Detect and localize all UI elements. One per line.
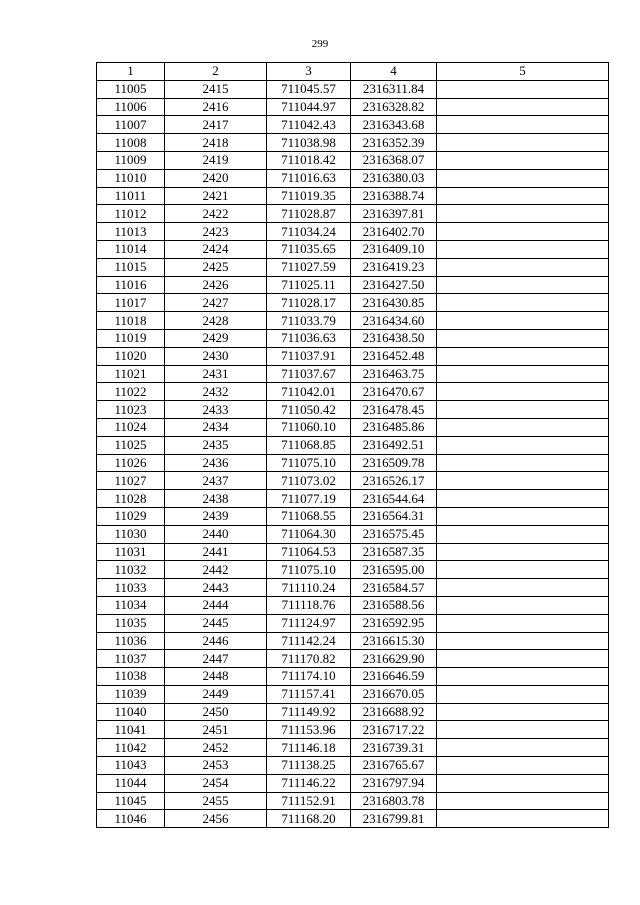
table-cell: 2454 xyxy=(165,774,267,792)
table-cell: 2419 xyxy=(165,151,267,169)
table-cell: 711035.65 xyxy=(267,240,351,258)
table-cell xyxy=(437,472,609,490)
table-cell: 2316452.48 xyxy=(351,347,437,365)
table-cell: 11025 xyxy=(97,436,165,454)
table-row xyxy=(97,258,609,276)
table-row xyxy=(97,418,609,436)
table-cell: 11022 xyxy=(97,383,165,401)
table-cell: 711038.98 xyxy=(267,134,351,152)
table-cell: 2316402.70 xyxy=(351,223,437,241)
table-cell: 2431 xyxy=(165,365,267,383)
table-row xyxy=(97,151,609,169)
table-cell: 11035 xyxy=(97,614,165,632)
table-cell: 2443 xyxy=(165,579,267,597)
table-row xyxy=(97,205,609,223)
table-row xyxy=(97,685,609,703)
table-cell: 11031 xyxy=(97,543,165,561)
table-cell: 2316629.90 xyxy=(351,650,437,668)
table-cell: 2421 xyxy=(165,187,267,205)
table-cell: 2448 xyxy=(165,668,267,686)
table-cell xyxy=(437,134,609,152)
table-row xyxy=(97,561,609,579)
table-cell: 2432 xyxy=(165,383,267,401)
table-cell: 711027.59 xyxy=(267,258,351,276)
table-cell: 11023 xyxy=(97,401,165,419)
table-row xyxy=(97,169,609,187)
table-cell xyxy=(437,632,609,650)
table-cell: 2417 xyxy=(165,116,267,134)
table-cell: 11036 xyxy=(97,632,165,650)
table-cell: 711019.35 xyxy=(267,187,351,205)
table-row xyxy=(97,329,609,347)
table-cell: 11039 xyxy=(97,685,165,703)
column-header: 2 xyxy=(165,63,267,81)
table-cell: 2435 xyxy=(165,436,267,454)
table-cell: 711028.17 xyxy=(267,294,351,312)
table-cell: 11015 xyxy=(97,258,165,276)
table-cell xyxy=(437,401,609,419)
table-cell: 2316492.51 xyxy=(351,436,437,454)
table-cell xyxy=(437,703,609,721)
table-row xyxy=(97,507,609,525)
column-header: 4 xyxy=(351,63,437,81)
table-row xyxy=(97,294,609,312)
table-cell: 2316587.35 xyxy=(351,543,437,561)
table-row xyxy=(97,383,609,401)
table-cell xyxy=(437,116,609,134)
table-cell: 2418 xyxy=(165,134,267,152)
table-cell: 2316615.30 xyxy=(351,632,437,650)
table-cell: 2451 xyxy=(165,721,267,739)
table-row xyxy=(97,116,609,134)
table-row xyxy=(97,668,609,686)
table-cell: 711060.10 xyxy=(267,418,351,436)
table-cell: 711037.91 xyxy=(267,347,351,365)
table-row xyxy=(97,276,609,294)
table-row xyxy=(97,543,609,561)
table-cell: 2316739.31 xyxy=(351,739,437,757)
table-cell: 2428 xyxy=(165,312,267,330)
table-cell xyxy=(437,561,609,579)
table-cell: 11044 xyxy=(97,774,165,792)
table-row xyxy=(97,401,609,419)
table-cell: 2416 xyxy=(165,98,267,116)
table-cell xyxy=(437,365,609,383)
table-row xyxy=(97,650,609,668)
table-cell: 2430 xyxy=(165,347,267,365)
table-cell xyxy=(437,205,609,223)
table-cell: 11034 xyxy=(97,596,165,614)
table-row xyxy=(97,472,609,490)
table-cell: 2316509.78 xyxy=(351,454,437,472)
table-cell xyxy=(437,543,609,561)
table-cell xyxy=(437,294,609,312)
table-cell: 2442 xyxy=(165,561,267,579)
table-cell: 2439 xyxy=(165,507,267,525)
table-cell: 2316592.95 xyxy=(351,614,437,632)
table-cell: 711118.76 xyxy=(267,596,351,614)
table-cell: 2415 xyxy=(165,80,267,98)
table-cell: 2447 xyxy=(165,650,267,668)
table-cell: 2316328.82 xyxy=(351,98,437,116)
table-row xyxy=(97,579,609,597)
table-cell: 2316352.39 xyxy=(351,134,437,152)
table-cell: 2316584.57 xyxy=(351,579,437,597)
table-cell: 11010 xyxy=(97,169,165,187)
table-cell: 711146.22 xyxy=(267,774,351,792)
table-row xyxy=(97,312,609,330)
table-cell: 711075.10 xyxy=(267,561,351,579)
column-header: 5 xyxy=(437,63,609,81)
table-cell xyxy=(437,668,609,686)
table-cell: 11046 xyxy=(97,810,165,828)
table-cell: 2423 xyxy=(165,223,267,241)
table-cell xyxy=(437,774,609,792)
table-cell: 2438 xyxy=(165,490,267,508)
table-cell: 11041 xyxy=(97,721,165,739)
table-cell: 2316419.23 xyxy=(351,258,437,276)
table-cell: 711037.67 xyxy=(267,365,351,383)
table-cell: 11037 xyxy=(97,650,165,668)
table-header-row xyxy=(97,63,609,81)
table-row xyxy=(97,454,609,472)
table-row xyxy=(97,703,609,721)
table-cell: 11042 xyxy=(97,739,165,757)
table-cell: 11027 xyxy=(97,472,165,490)
table-cell: 711050.42 xyxy=(267,401,351,419)
table-cell: 2316765.67 xyxy=(351,757,437,775)
table-cell: 2316427.50 xyxy=(351,276,437,294)
table-cell: 2316478.45 xyxy=(351,401,437,419)
table-cell xyxy=(437,151,609,169)
table-cell: 2316485.86 xyxy=(351,418,437,436)
table-cell xyxy=(437,490,609,508)
page-number: 299 xyxy=(311,38,329,50)
table-cell: 2316544.64 xyxy=(351,490,437,508)
table-cell: 2433 xyxy=(165,401,267,419)
table-row xyxy=(97,525,609,543)
table-cell: 711170.82 xyxy=(267,650,351,668)
table-cell: 11038 xyxy=(97,668,165,686)
table-row xyxy=(97,614,609,632)
table-row xyxy=(97,80,609,98)
table-cell: 11012 xyxy=(97,205,165,223)
table-cell xyxy=(437,436,609,454)
table-cell: 711152.91 xyxy=(267,792,351,810)
table-row xyxy=(97,792,609,810)
table-cell: 711168.20 xyxy=(267,810,351,828)
table-cell: 11013 xyxy=(97,223,165,241)
table-cell: 2444 xyxy=(165,596,267,614)
table-cell: 11043 xyxy=(97,757,165,775)
table-cell: 2316564.31 xyxy=(351,507,437,525)
table-cell: 711174.10 xyxy=(267,668,351,686)
table-cell xyxy=(437,792,609,810)
table-cell: 2316717.22 xyxy=(351,721,437,739)
table-cell: 2316311.84 xyxy=(351,80,437,98)
table-cell: 2316797.94 xyxy=(351,774,437,792)
table-cell: 2449 xyxy=(165,685,267,703)
table-cell xyxy=(437,329,609,347)
table-cell: 711044.97 xyxy=(267,98,351,116)
table-cell: 11018 xyxy=(97,312,165,330)
table-cell: 11021 xyxy=(97,365,165,383)
table-cell: 2316388.74 xyxy=(351,187,437,205)
table-cell: 2316470.67 xyxy=(351,383,437,401)
table-cell xyxy=(437,525,609,543)
table-cell: 711018.42 xyxy=(267,151,351,169)
table-cell: 11009 xyxy=(97,151,165,169)
table-cell: 2422 xyxy=(165,205,267,223)
table-cell: 11014 xyxy=(97,240,165,258)
table-row xyxy=(97,774,609,792)
table-cell: 2456 xyxy=(165,810,267,828)
table-cell: 2436 xyxy=(165,454,267,472)
table-row xyxy=(97,632,609,650)
table-cell xyxy=(437,169,609,187)
table-cell: 11006 xyxy=(97,98,165,116)
table-cell: 11020 xyxy=(97,347,165,365)
table-cell: 2316463.75 xyxy=(351,365,437,383)
table-cell: 2434 xyxy=(165,418,267,436)
table-cell xyxy=(437,418,609,436)
table-cell: 11017 xyxy=(97,294,165,312)
table-cell: 711042.01 xyxy=(267,383,351,401)
table-cell: 2455 xyxy=(165,792,267,810)
table-cell: 2316670.05 xyxy=(351,685,437,703)
table-cell: 11032 xyxy=(97,561,165,579)
table-cell: 711028.87 xyxy=(267,205,351,223)
table-cell xyxy=(437,721,609,739)
table-cell: 2445 xyxy=(165,614,267,632)
table-cell xyxy=(437,579,609,597)
table-cell: 711077.19 xyxy=(267,490,351,508)
table-cell xyxy=(437,187,609,205)
table-cell: 711075.10 xyxy=(267,454,351,472)
table-cell: 2316368.07 xyxy=(351,151,437,169)
table-cell: 2426 xyxy=(165,276,267,294)
table-cell: 711016.63 xyxy=(267,169,351,187)
table-cell: 711149.92 xyxy=(267,703,351,721)
table-cell: 2316799.81 xyxy=(351,810,437,828)
table-cell xyxy=(437,650,609,668)
table-row xyxy=(97,757,609,775)
table-cell: 11016 xyxy=(97,276,165,294)
table-cell: 11045 xyxy=(97,792,165,810)
table-cell: 11028 xyxy=(97,490,165,508)
table-cell: 2429 xyxy=(165,329,267,347)
table-cell: 2441 xyxy=(165,543,267,561)
table-cell xyxy=(437,596,609,614)
table-cell xyxy=(437,98,609,116)
table-cell: 2453 xyxy=(165,757,267,775)
table-cell: 711034.24 xyxy=(267,223,351,241)
table-cell: 11033 xyxy=(97,579,165,597)
table-cell: 11029 xyxy=(97,507,165,525)
table-cell: 711036.63 xyxy=(267,329,351,347)
table-cell: 711146.18 xyxy=(267,739,351,757)
table-cell: 711124.97 xyxy=(267,614,351,632)
column-header: 1 xyxy=(97,63,165,81)
table-cell: 2450 xyxy=(165,703,267,721)
table-row xyxy=(97,240,609,258)
table-row xyxy=(97,739,609,757)
table-cell: 711045.57 xyxy=(267,80,351,98)
table-row xyxy=(97,365,609,383)
table-cell xyxy=(437,347,609,365)
table-cell: 2316409.10 xyxy=(351,240,437,258)
table-cell: 2424 xyxy=(165,240,267,258)
table-cell: 2316803.78 xyxy=(351,792,437,810)
table-row xyxy=(97,98,609,116)
table-cell xyxy=(437,454,609,472)
table-cell xyxy=(437,383,609,401)
table-cell: 11008 xyxy=(97,134,165,152)
table-cell: 2316438.50 xyxy=(351,329,437,347)
table-cell: 11040 xyxy=(97,703,165,721)
table-row xyxy=(97,134,609,152)
table-cell: 2446 xyxy=(165,632,267,650)
table-cell xyxy=(437,223,609,241)
table-cell: 711064.53 xyxy=(267,543,351,561)
table-cell: 2316588.56 xyxy=(351,596,437,614)
table-row xyxy=(97,721,609,739)
table-cell: 11024 xyxy=(97,418,165,436)
table-cell: 11019 xyxy=(97,329,165,347)
table-cell: 2316575.45 xyxy=(351,525,437,543)
table-row xyxy=(97,223,609,241)
table-body xyxy=(97,80,609,827)
table-row xyxy=(97,347,609,365)
table-cell: 2440 xyxy=(165,525,267,543)
table-row xyxy=(97,596,609,614)
table-row xyxy=(97,187,609,205)
table-cell: 711110.24 xyxy=(267,579,351,597)
table-cell xyxy=(437,757,609,775)
table-cell: 711068.55 xyxy=(267,507,351,525)
table-cell: 2437 xyxy=(165,472,267,490)
column-header: 3 xyxy=(267,63,351,81)
table-cell xyxy=(437,258,609,276)
table-cell xyxy=(437,276,609,294)
table-cell xyxy=(437,80,609,98)
table-cell: 2316434.60 xyxy=(351,312,437,330)
table-cell xyxy=(437,240,609,258)
table-cell: 711042.43 xyxy=(267,116,351,134)
table-cell: 11011 xyxy=(97,187,165,205)
table-cell: 11005 xyxy=(97,80,165,98)
table-cell: 711064.30 xyxy=(267,525,351,543)
table-cell: 711153.96 xyxy=(267,721,351,739)
table-cell: 711033.79 xyxy=(267,312,351,330)
table-cell xyxy=(437,739,609,757)
table-row xyxy=(97,490,609,508)
table-cell xyxy=(437,810,609,828)
table-row xyxy=(97,810,609,828)
table-cell xyxy=(437,614,609,632)
table-cell: 711073.02 xyxy=(267,472,351,490)
table-cell: 711138.25 xyxy=(267,757,351,775)
table-cell: 2425 xyxy=(165,258,267,276)
table-cell: 2427 xyxy=(165,294,267,312)
table-cell: 711025.11 xyxy=(267,276,351,294)
table-cell: 2316430.85 xyxy=(351,294,437,312)
table-cell: 2316646.59 xyxy=(351,668,437,686)
table-cell: 2316526.17 xyxy=(351,472,437,490)
table-cell: 2316688.92 xyxy=(351,703,437,721)
table-cell: 711068.85 xyxy=(267,436,351,454)
table-cell: 11030 xyxy=(97,525,165,543)
table-cell xyxy=(437,312,609,330)
table-cell: 711142.24 xyxy=(267,632,351,650)
table-cell: 2420 xyxy=(165,169,267,187)
table-cell xyxy=(437,507,609,525)
table-cell: 2316343.68 xyxy=(351,116,437,134)
table-cell: 11007 xyxy=(97,116,165,134)
table-row xyxy=(97,436,609,454)
table-cell: 11026 xyxy=(97,454,165,472)
table-cell: 2316380.03 xyxy=(351,169,437,187)
table-cell: 2452 xyxy=(165,739,267,757)
table-cell: 711157.41 xyxy=(267,685,351,703)
table-cell xyxy=(437,685,609,703)
coordinates-table xyxy=(96,62,609,828)
table-cell: 2316595.00 xyxy=(351,561,437,579)
table-cell: 2316397.81 xyxy=(351,205,437,223)
